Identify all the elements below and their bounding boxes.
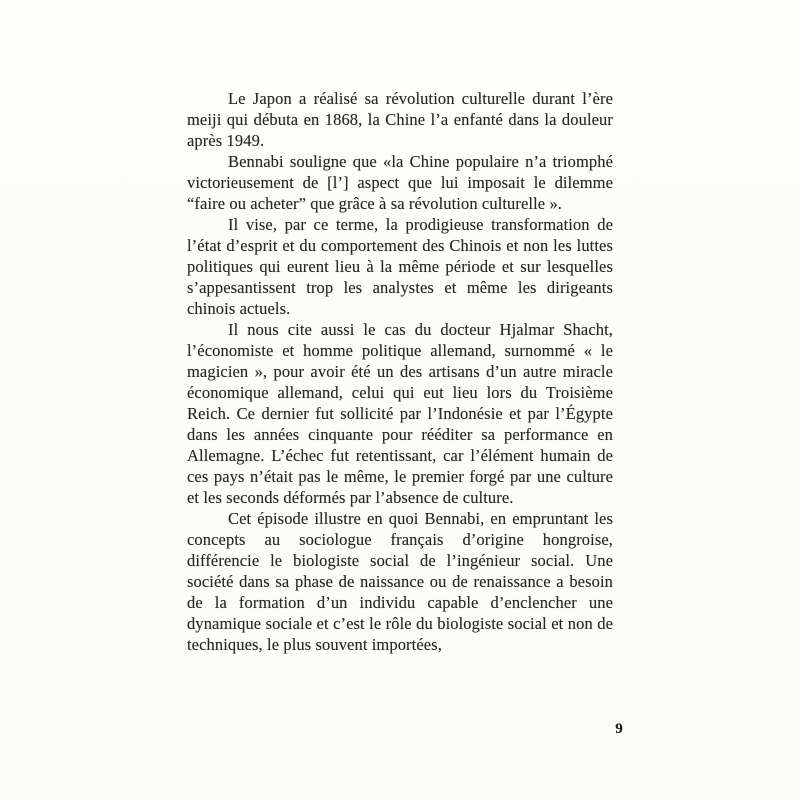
paragraph: Cet épisode illustre en quoi Bennabi, en empruntant les concepts au sociologue français d’origine hongroise, différencie le biologiste social de l’ingénieur social. Une société dans sa phase de naissance ou de renaissance a besoin de la formation d’un individu capable d’enclencher une dynamique sociale et c’est le rôle du biologiste social et non de techniques, le plus souvent importées, <box>187 509 613 654</box>
paragraph: Il vise, par ce terme, la prodigieuse transformation de l’état d’esprit et du comportement des Chinois et non les luttes politiques qui eurent lieu à la même période et sur lesquelles s’appesantissent trop les analystes et même les dirigeants chinois actuels. <box>187 215 613 318</box>
paragraph: Bennabi souligne que «la Chine populaire n’a triomphé victorieusement de [l’] aspect que lui imposait le dilemme “faire ou acheter” que grâce à sa révolution culturelle ». <box>187 152 613 213</box>
page-text <box>187 88 613 655</box>
paragraph: Il nous cite aussi le cas du docteur Hjalmar Shacht, l’économiste et homme politique allemand, surnommé « le magicien », pour avoir été un des artisans d’un autre miracle économique allemand, celui qui eut lieu lors du Troisième Reich. Ce dernier fut sollicité par l’Indonésie et par l’Égypte dans les années cinquante pour rééditer sa performance en Allemagne. L’échec fut retentissant, car l’élément humain de ces pays n’était pas le même, le premier forgé par une culture et les seconds déformés par l’absence de culture. <box>187 320 613 507</box>
page-number: 9 <box>615 721 623 737</box>
paragraph: Le Japon a réalisé sa révolution culturelle durant l’ère meiji qui débuta en 1868, la Chine l’a enfanté dans la douleur après 1949. <box>187 89 613 150</box>
